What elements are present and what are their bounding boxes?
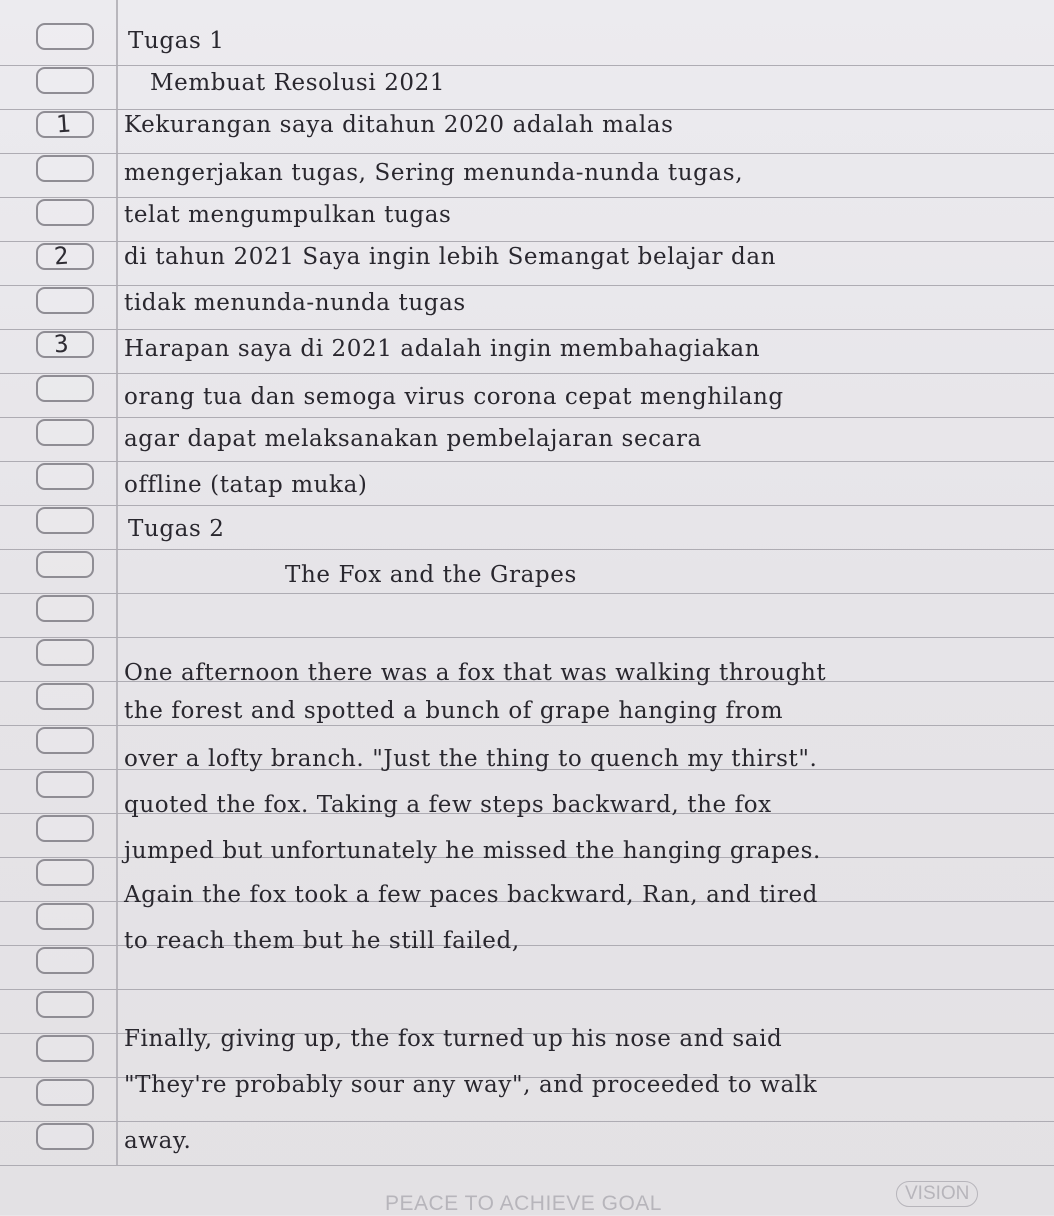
checkbox[interactable]	[36, 1123, 94, 1150]
item-number: 1	[55, 109, 72, 139]
heading-tugas-1: Tugas 1	[128, 28, 225, 54]
text-line: offline (tatap muka)	[124, 472, 368, 498]
text-line: agar dapat melaksanakan pembelajaran secara	[124, 426, 702, 452]
text-line: Kekurangan saya ditahun 2020 adalah malas	[124, 112, 674, 138]
text-line: Harapan saya di 2021 adalah ingin membahagiakan	[124, 336, 761, 362]
checkbox[interactable]	[36, 859, 94, 886]
checkbox[interactable]	[36, 771, 94, 798]
checkbox[interactable]	[36, 375, 94, 402]
text-line: mengerjakan tugas, Sering menunda-nunda tugas,	[124, 160, 744, 186]
checkbox[interactable]	[36, 23, 94, 50]
text-line: jumped but unfortunately he missed the hanging grapes.	[124, 838, 821, 864]
checkbox[interactable]	[36, 903, 94, 930]
checkbox[interactable]	[36, 947, 94, 974]
checkbox[interactable]	[36, 1079, 94, 1106]
checkbox[interactable]	[36, 727, 94, 754]
checkbox[interactable]	[36, 199, 94, 226]
footer-badge: VISION	[896, 1181, 978, 1207]
text-line: to reach them but he still failed,	[124, 928, 520, 954]
text-line: over a lofty branch. "Just the thing to quench my thirst".	[124, 746, 818, 772]
text-line: telat mengumpulkan tugas	[124, 202, 452, 228]
text-line: quoted the fox. Taking a few steps backward, the fox	[124, 792, 772, 818]
text-line: One afternoon there was a fox that was walking throught	[124, 660, 827, 686]
text-line: Finally, giving up, the fox turned up his nose and said	[124, 1026, 783, 1052]
checkbox[interactable]	[36, 67, 94, 94]
checkbox[interactable]	[36, 419, 94, 446]
footer-motto: PEACE TO ACHIEVE GOAL	[385, 1192, 662, 1215]
checkbox[interactable]	[36, 991, 94, 1018]
text-line: di tahun 2021 Saya ingin lebih Semangat belajar dan	[124, 244, 777, 270]
checkbox[interactable]	[36, 507, 94, 534]
checkbox[interactable]	[36, 155, 94, 182]
checkbox[interactable]	[36, 595, 94, 622]
ruled-row	[0, 594, 1054, 638]
checkbox[interactable]	[36, 683, 94, 710]
checkbox[interactable]	[36, 287, 94, 314]
text-line: orang tua dan semoga virus corona cepat menghilang	[124, 384, 784, 410]
text-line: tidak menunda-nunda tugas	[124, 290, 466, 316]
subheading-resolusi: Membuat Resolusi 2021	[150, 70, 446, 96]
text-line: "They're probably sour any way", and proceeded to walk	[124, 1072, 818, 1098]
item-number: 2	[53, 241, 70, 271]
checkbox[interactable]	[36, 1035, 94, 1062]
checkbox[interactable]	[36, 463, 94, 490]
item-number: 3	[53, 329, 70, 359]
checkbox[interactable]	[36, 815, 94, 842]
text-line: away.	[124, 1128, 192, 1154]
checkbox[interactable]	[36, 551, 94, 578]
text-line: the forest and spotted a bunch of grape hanging from	[124, 698, 784, 724]
heading-tugas-2: Tugas 2	[128, 516, 225, 542]
story-title: The Fox and the Grapes	[285, 562, 577, 588]
text-line: Again the fox took a few paces backward, Ran, and tired	[124, 882, 818, 908]
checkbox[interactable]	[36, 639, 94, 666]
